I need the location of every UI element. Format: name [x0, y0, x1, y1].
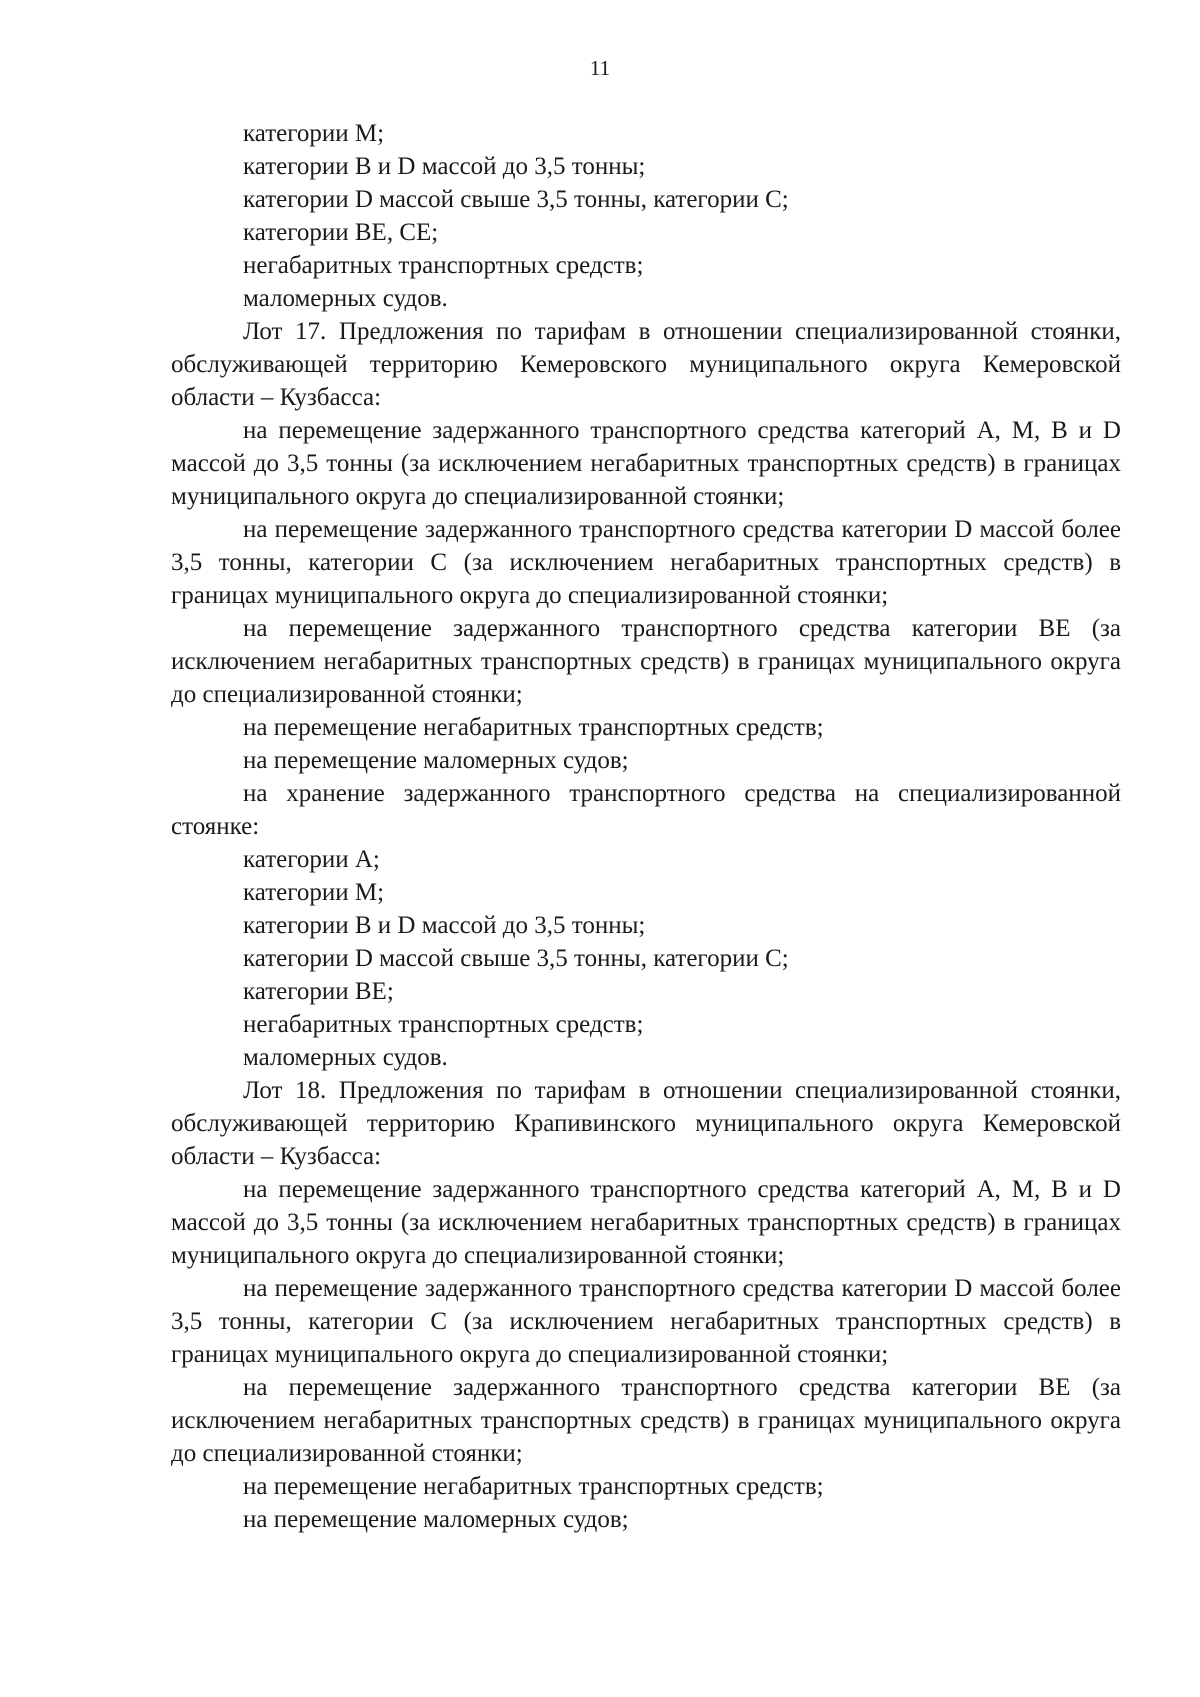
- list-item: на перемещение негабаритных транспортных средств;: [243, 1473, 824, 1500]
- list-item: маломерных судов.: [243, 285, 448, 312]
- list-item: на перемещение маломерных судов;: [243, 747, 629, 774]
- lot-17-heading: Лот 17. Предложения по тарифам в отношении специализированной стоянки, обслуживающей территорию Кемеровского муниципального округа Кемеровской области – Кузбасса:: [171, 318, 1121, 411]
- document-body: [171, 117, 1121, 1536]
- list-item: категории D массой свыше 3,5 тонны, категории С;: [243, 186, 789, 213]
- list-item: категории ВЕ;: [243, 978, 394, 1005]
- lot-18-heading: Лот 18. Предложения по тарифам в отношении специализированной стоянки, обслуживающей территорию Крапивинского муниципального округа Кемеровской области – Кузбасса:: [171, 1077, 1121, 1170]
- list-item: категории D массой свыше 3,5 тонны, категории С;: [243, 945, 789, 972]
- list-item: категории А;: [243, 846, 380, 873]
- list-item: на перемещение маломерных судов;: [243, 1506, 629, 1533]
- list-item: маломерных судов.: [243, 1044, 448, 1071]
- list-item: на перемещение задержанного транспортного средства категории D массой более 3,5 тонны, категории С (за исключением негабаритных транспортных средств) в границах муниципального округа до специализированной стоянки;: [171, 516, 1121, 609]
- list-item: категории М;: [243, 120, 385, 147]
- list-item: на перемещение задержанного транспортного средства категорий А, М, В и D массой до 3,5 тонны (за исключением негабаритных транспортных средств) в границах муниципального округа до специализированной стоянки;: [171, 417, 1121, 510]
- list-item: на перемещение негабаритных транспортных средств;: [243, 714, 824, 741]
- list-item: негабаритных транспортных средств;: [243, 1011, 644, 1038]
- list-item: на хранение задержанного транспортного средства на специализированной стоянке:: [171, 780, 1121, 840]
- page-number: 11: [589, 56, 611, 80]
- list-item: негабаритных транспортных средств;: [243, 252, 644, 279]
- list-item: на перемещение задержанного транспортного средства категории D массой более 3,5 тонны, категории С (за исключением негабаритных транспортных средств) в границах муниципального округа до специализированной стоянки;: [171, 1275, 1121, 1368]
- list-item: на перемещение задержанного транспортного средства категории ВЕ (за исключением негабаритных транспортных средств) в границах муниципального округа до специализированной стоянки;: [171, 1374, 1121, 1467]
- list-item: категории В и D массой до 3,5 тонны;: [243, 153, 646, 180]
- list-item: на перемещение задержанного транспортного средства категорий А, М, В и D массой до 3,5 тонны (за исключением негабаритных транспортных средств) в границах муниципального округа до специализированной стоянки;: [171, 1176, 1121, 1269]
- list-item: категории В и D массой до 3,5 тонны;: [243, 912, 646, 939]
- list-item: категории ВЕ, СЕ;: [243, 219, 439, 246]
- list-item: категории М;: [243, 879, 385, 906]
- list-item: на перемещение задержанного транспортного средства категории ВЕ (за исключением негабаритных транспортных средств) в границах муниципального округа до специализированной стоянки;: [171, 615, 1121, 708]
